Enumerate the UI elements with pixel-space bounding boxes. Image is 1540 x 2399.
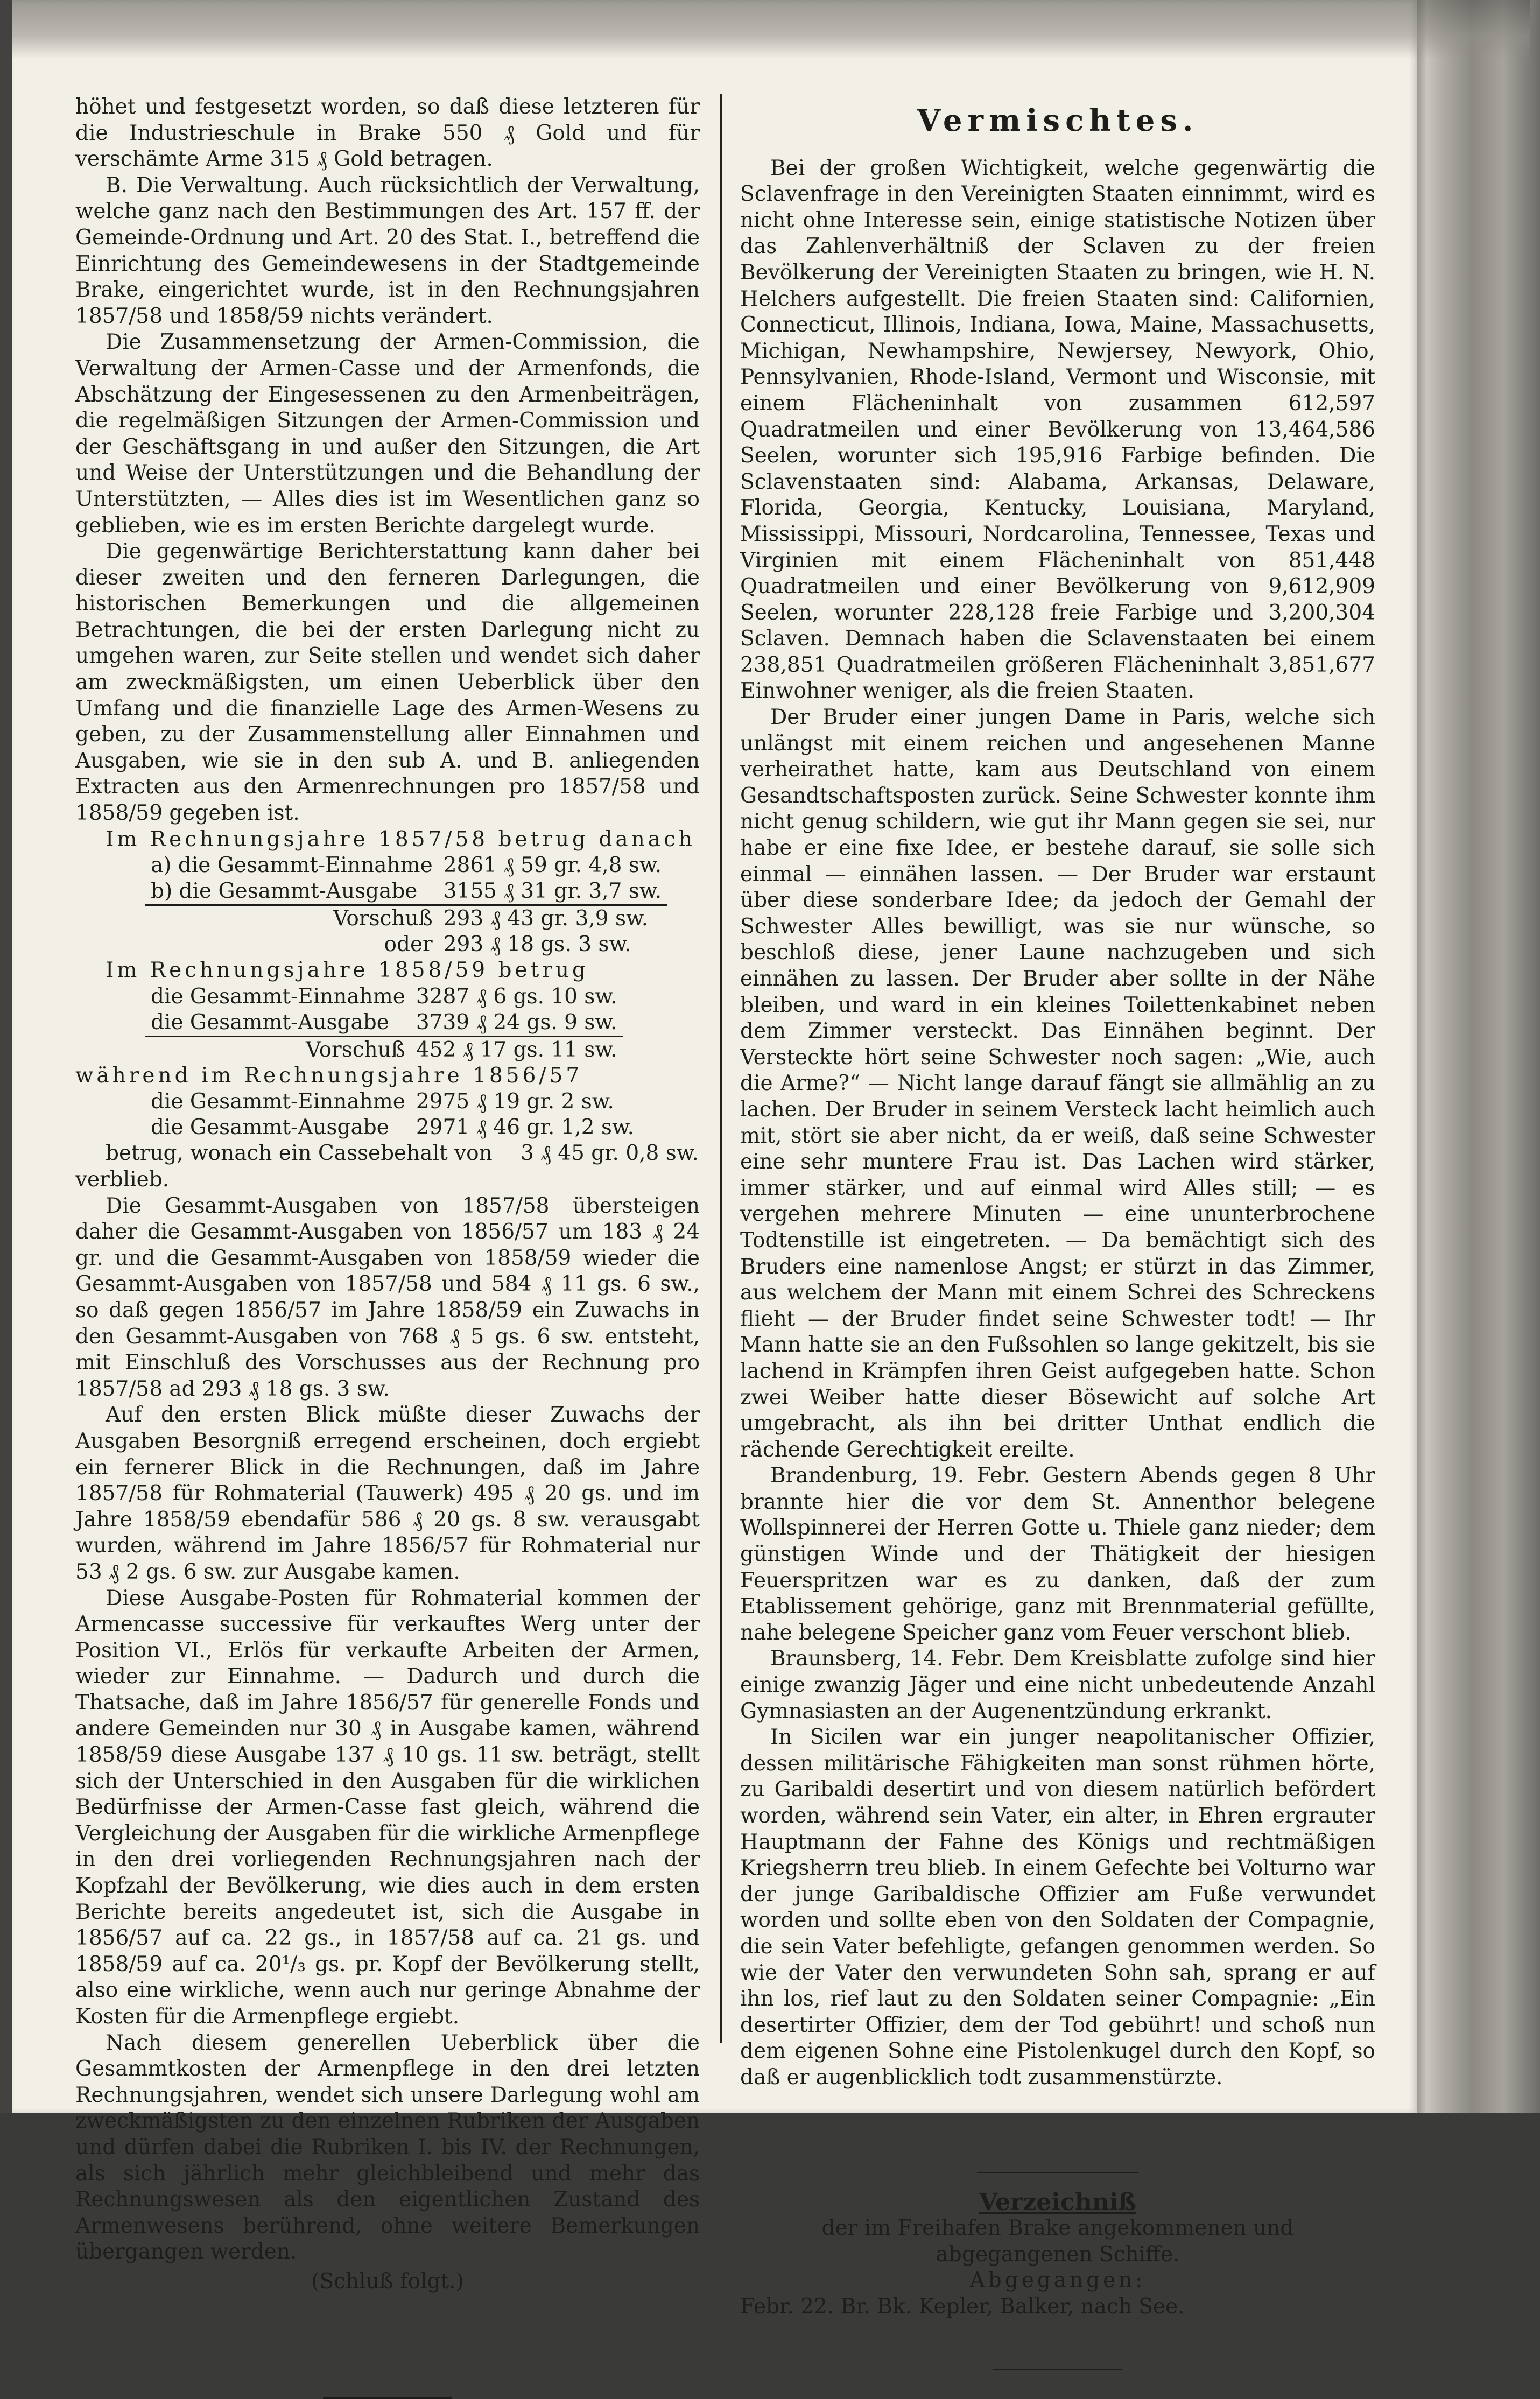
acc-value: 3155 ₰ 31 gr. 3,7 sw.	[443, 879, 662, 904]
paris-paragraph: Der Bruder einer jungen Dame in Paris, welche sich unlängst mit einem reichen und angesehenen Manne verheirathet hatte, kam aus Deutschland von einem Gesandtschaftsposten zurück. Seine Schwester konnte ihm nicht genug schildern, wie gut ihr Mann gegen sie sei, nur habe er eine fixe Idee, er bestehe darauf, sie solle sich einmal — einnähen lassen. — Der Bruder war erstaunt über diese sonderbare Idee; da jedoch der Gemahl der Schwester Alles bewilligt, was sie nur wünsche, so beschloß diese, jener Laune nachzugeben und sich einnähen zu lassen. Der Bruder aber sollte in der Nähe bleiben, und ward in ein kleines Toilettenkabinet neben dem Zimmer versteckt. Das Einnähen beginnt. Der Versteckte hört seine Schwester noch sagen: „Wie, auch die Arme?“ — Nicht lange darauf fängt sie allmählig an zu lachen. Der Bruder in seinem Versteck lacht heimlich auch mit, stört sie aber nicht, da er weiß, daß seine Schwester eine sehr muntere Frau ist. Das Lachen wird stärker, immer stärker, und auf einmal wird Alles still; — es vergehen mehrere Minuten — eine ununterbrochene Todtenstille ist eingetreten. — Da bemächtigt sich des Bruders eine namenlose Angst; er stürzt in das Zimmer, aus welchem der Mann mit einem Schrei des Schreckens flieht — der Bruder findet seine Schwester todt! — Ihr Mann hatte sie an den Fußsohlen so lange gekitzelt, bis sie lachend in Krämpfen ihren Geist aufgegeben hatte. Schon zwei Weiber hatte dieser Bösewicht auf solche Art umgebracht, als ihn bei dritter Unthat endlich die rächende Gerechtigkeit ereilte.	[740, 705, 1375, 1462]
section-title: Vermischtes.	[917, 103, 1199, 138]
abgegangen-heading: Abgegangen:	[969, 2268, 1146, 2293]
acc-label: die Gesammt-Ausgabe	[151, 1010, 389, 1035]
end-rule	[323, 2397, 452, 2399]
section-rule	[977, 2172, 1138, 2173]
acc-value: 2975 ₰ 19 gr. 2 sw.	[416, 1089, 614, 1114]
blick-paragraph: Auf den ersten Blick müßte dieser Zuwachs der Ausgaben Besorgniß erregend erscheinen, doch ergiebt ein fernerer Blick in die Rechnungen, daß im Jahre 1857/58 für Rohmaterial (Tauwerk) 495 ₰ 20 gs. und im Jahre 1858/59 ebendafür 586 ₰ 20 gs. 8 sw. verausgabt wurden, während im Jahre 1856/57 für Rohmaterial nur 53 ₰ 2 gs. 6 sw. zur Ausgabe kamen.	[75, 1403, 700, 1584]
year3-table	[145, 1089, 639, 1141]
year3-heading: während im Rechnungsjahre 1856/57	[75, 1063, 583, 1088]
acc-value: 3287 ₰ 6 gs. 10 sw.	[416, 984, 617, 1009]
book-edge	[1417, 0, 1540, 2113]
binding-left	[0, 0, 12, 2113]
acc-label: a) die Gesammt-Einnahme	[151, 853, 433, 878]
acc-label: Vorschuß	[145, 1036, 411, 1063]
acc-label: b) die Gesammt-Ausgabe	[151, 879, 418, 904]
acc-value: 3739 ₰ 24 gs. 9 sw.	[416, 1010, 617, 1035]
acc-value: 2971 ₰ 46 gr. 1,2 sw.	[416, 1115, 635, 1140]
braunsberg-paragraph: Braunsberg, 14. Febr. Dem Kreisblatte zufolge sind hier einige zwanzig Jäger und eine nicht unbedeutende Anzahl Gymnasiasten an der Augenentzündung erkrankt.	[740, 1647, 1375, 1723]
acc-label: oder	[384, 932, 433, 957]
acc-value: 293 ₰ 18 gs. 3 sw.	[443, 932, 631, 957]
ausgabe-posten-paragraph: Diese Ausgabe-Posten für Rohmaterial kommen der Armencasse successive für verkauftes Werg unter der Position VI., Erlös für verkaufte Arbeiten der Armen, wieder zur Einnahme. — Dadurch und durch die Thatsache, daß im Jahre 1856/57 für generelle Fonds und andere Gemeinden nur 30 ₰ in Ausgabe kamen, während 1858/59 diese Ausgabe 137 ₰ 10 gs. 11 sw. beträgt, stellt sich der Unterschied in den Ausgaben für die wirklichen Bedürfnisse der Armen-Casse fast gleich, während die Vergleichung der Ausgaben für die wirkliche Armenpflege in den drei vorliegenden Rechnungsjahren nach der Kopfzahl der Bevölkerung, wie dies auch in dem ersten Berichte bereits angedeutet ist, sich die Ausgabe in 1856/57 auf ca. 22 gs., in 1857/58 auf ca. 21 gs. und 1858/59 auf ca. 20¹/₃ gs. pr. Kopf der Bevölkerung stellt, also eine wirkliche, wenn auch nur geringe Abnahme der Kosten für die Armenpflege ergiebt.	[75, 1586, 700, 2029]
brandenburg-paragraph: Brandenburg, 19. Febr. Gestern Abends gegen 8 Uhr brannte hier die vor dem St. Annenthor belegene Wollspinnerei der Herren Gotte u. Thiele ganz nieder; dem günstigen Winde und der Thätigkeit der hiesigen Feuerspritzen war es zu danken, daß der zum Etablissement gehörige, ganz mit Brennmaterial gefüllte, nahe belegene Speicher ganz vom Feuer verschont blieb.	[740, 1464, 1375, 1645]
verzeichniss-subtitle: der im Freihafen Brake angekommenen und abgegangenen Schiffe.	[821, 2216, 1294, 2267]
acc-value: 2861 ₰ 59 gr. 4,8 sw.	[443, 853, 662, 878]
ueberblick-paragraph: Nach diesem generellen Ueberblick über die Gesammtkosten der Armenpflege in den drei letzten Rechnungsjahren, wendet sich unsere Darlegung wohl am zweckmäßigsten zu den einzelnen Rubriken der Ausgaben und dürfen dabei die Rubriken I. bis IV. der Rechnungen, als sich jährlich mehr gleichbleibend und mehr das Rechnungswesen als den eigentlichen Zustand des Armenwesens berührend, ohne weitere Bemerkungen übergangen werden.	[75, 2030, 700, 2264]
cassebehalt-label: betrug, wonach ein Cassebehalt von	[106, 1141, 493, 1166]
berichterstattung-paragraph: Die gegenwärtige Berichterstattung kann daher bei dieser zweiten und den ferneren Darlegungen, die historischen Bemerkungen und die allgemeinen Betrachtungen, die bei der ersten Darlegung nicht zu umgehen waren, zur Seite stellen und wendet sich daher am zweckmäßigsten, um einen Ueberblick über den Umfang und die finanzielle Lage des Armen-Wesens zu geben, zu der Zusammenstellung aller Einnahmen und Ausgaben, wie sie in den sub A. und B. anliegenden Extracten aus den Armenrechnungen pro 1857/58 und 1858/59 gegeben ist.	[75, 539, 700, 826]
year1-heading: Im Rechnungsjahre 1857/58 betrug danach	[106, 827, 695, 852]
cassebehalt-value: 3 ₰ 45 gr. 0,8 sw.	[521, 1141, 699, 1166]
acc-value: 293 ₰ 43 gr. 3,9 sw.	[438, 905, 667, 932]
column-rule	[720, 94, 722, 2043]
cassebehalt-line	[75, 1141, 700, 1167]
ship-entry: Febr. 22. Br. Bk. Kepler, Balker, nach See.	[740, 2294, 1185, 2319]
acc-label: die Gesammt-Ausgabe	[151, 1115, 389, 1140]
verwaltung-paragraph: B. Die Verwaltung. Auch rücksichtlich der Verwaltung, welche ganz nach den Bestimmungen des Art. 157 ff. der Gemeinde-Ordnung und Art. 20 des Stat. I., betreffend die Einrichtung des Gemeindewesens in der Stadtgemeinde Brake, eingerichtet wurde, ist in den Rechnungsjahren 1857/58 und 1858/59 nichts verändert.	[75, 173, 700, 328]
year2-table	[145, 984, 623, 1063]
acc-label: die Gesammt-Einnahme	[151, 1089, 405, 1114]
acc-label: Vorschuß	[145, 905, 438, 932]
sicilien-paragraph: In Sicilen war ein junger neapolitanischer Offizier, dessen militärische Fähigkeiten man sonst rühmen hörte, zu Garibaldi desertirt und von diesem natürlich befördert worden, während sein Vater, ein alter, in Ehren ergrauter Hauptmann der Fahne des Königs und rechtmäßigen Kriegsherrn treu blieb. In einem Gefechte bei Volturno war der junge Garibaldische Offizier am Fuße verwundet worden und sollte eben von den Soldaten der Compagnie, die sein Vater befehligte, gefangen genommen werden. So wie der Vater den verwundeten Sohn sah, sprang er auf ihn los, rief laut zu den Soldaten seiner Compagnie: „Ein desertirter Offizier, dem der Tod gebührt! und schoß nun dem eigenen Sohne eine Pistolenkugel durch den Kopf, so daß er augenblicklich todt zusammenstürzte.	[740, 1725, 1375, 2090]
verzeichniss-title: Verzeichniß	[979, 2188, 1136, 2216]
top-shadow	[12, 0, 1530, 59]
left-column	[75, 94, 700, 2399]
gesammt-paragraph: Die Gesammt-Ausgaben von 1857/58 übersteigen daher die Gesammt-Ausgaben von 1856/57 um 183 ₰ 24 gr. und die Gesammt-Ausgaben von 1858/59 wieder die Gesammt-Ausgaben von 1857/58 und 584 ₰ 11 gs. 6 sw., so daß gegen 1856/57 im Jahre 1858/59 ein Zuwachs in den Gesammt-Ausgaben von 768 ₰ 5 gs. 6 sw. entsteht, mit Einschluß des Vorschusses aus der Rechnung pro 1857/58 ad 293 ₰ 18 gs. 3 sw.	[75, 1193, 700, 1401]
end-rule-right	[993, 2369, 1122, 2370]
verblieb-text: verblieb.	[75, 1167, 170, 1192]
right-column	[740, 103, 1375, 2370]
acc-label: die Gesammt-Einnahme	[151, 984, 405, 1009]
year2-heading: Im Rechnungsjahre 1858/59 betrug	[106, 958, 589, 983]
acc-value: 452 ₰ 17 gs. 11 sw.	[411, 1036, 623, 1063]
intro-paragraph: höhet und festgesetzt worden, so daß diese letzteren für die Industrieschule in Brake 550 ₰ Gold und für verschämte Arme 315 ₰ Gold betragen.	[75, 95, 700, 172]
zusammensetzung-paragraph: Die Zusammensetzung der Armen-Commission, die Verwaltung der Armen-Casse und der Armenfonds, die Abschätzung der Eingesessenen zu den Armenbeiträgen, die regelmäßigen Sitzungen der Armen-Commission und der Geschäftsgang in und außer den Sitzungen, die Art und Weise der Unterstützungen und die Behandlung der Unterstützten, — Alles dies ist im Wesentlichen ganz so geblieben, wie es im ersten Berichte dargelegt wurde.	[75, 330, 700, 538]
sclavenfrage-paragraph: Bei der großen Wichtigkeit, welche gegenwärtig die Sclavenfrage in den Vereinigten Staaten einnimmt, wird es nicht ohne Interesse sein, einige statistische Notizen über das Zahlenverhältniß der Sclaven zu der freien Bevölkerung der Vereinigten Staaten zu bringen, wie H. N. Helchers aufgestellt. Die freien Staaten sind: Californien, Connecticut, Illinois, Indiana, Iowa, Maine, Massachusetts, Michigan, Newhampshire, Newjersey, Newyork, Ohio, Pennsylvanien, Rhode-Island, Vermont und Wisconsie, mit einem Flächeninhalt von zusammen 612,597 Quadratmeilen und einer Bevölkerung von 13,464,586 Seelen, worunter sich 195,916 Farbige befinden. Die Sclavenstaaten sind: Alabama, Arkansas, Delaware, Florida, Georgia, Kentucky, Louisiana, Maryland, Mississippi, Missouri, Nordcarolina, Tennessee, Texas und Virginien mit einem Flächeninhalt von 851,448 Quadratmeilen und einer Bevölkerung von 9,612,909 Seelen, worunter 228,128 freie Farbige und 3,200,304 Sclaven. Demnach haben die Sclavenstaaten bei einem 238,851 Quadratmeilen größeren Flächeninhalt 3,851,677 Einwohner weniger, als die freien Staaten.	[740, 156, 1375, 703]
schluss-folgt: (Schluß folgt.)	[311, 2269, 464, 2294]
year1-table	[145, 853, 667, 958]
